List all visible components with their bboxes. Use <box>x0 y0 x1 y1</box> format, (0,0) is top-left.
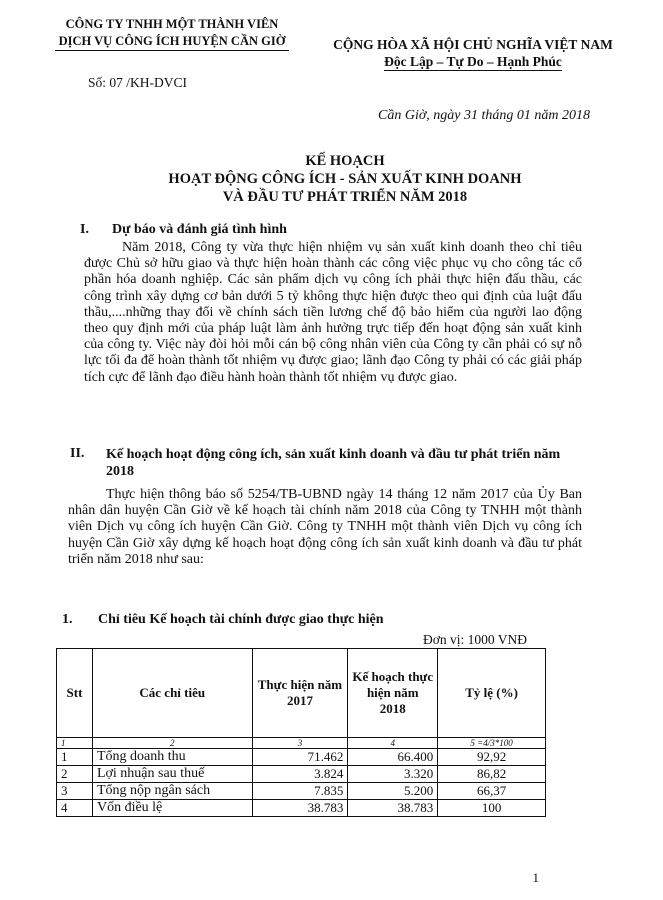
title-line3: VÀ ĐẦU TƯ PHÁT TRIỂN NĂM 2018 <box>222 189 468 205</box>
company-name-line2: DỊCH VỤ CÔNG ÍCH HUYỆN CẦN GIỜ <box>55 33 290 51</box>
row-actual: 38.783 <box>252 800 348 817</box>
row-stt: 3 <box>57 783 93 800</box>
national-motto: Độc Lập – Tự Do – Hạnh Phúc <box>384 54 562 69</box>
col-ratio: Tỷ lệ (%) <box>438 649 546 738</box>
subsection1-number: 1. <box>62 612 73 627</box>
title-line1: KẾ HOẠCH <box>305 153 385 169</box>
section2-heading: Kế hoạch hoạt động công ích, sản xuất kinh doanh và đầu tư phát triển năm 2018 <box>106 447 561 479</box>
title-line2: HOẠT ĐỘNG CÔNG ÍCH - SẢN XUẤT KINH DOANH <box>168 171 522 187</box>
page-number: 1 <box>532 870 539 885</box>
section1-body: Năm 2018, Công ty vừa thực hiện nhiệm vụ sản xuất kinh doanh theo chỉ tiêu được Chủ sở hữu giao và thực hiện hoàn thành các công việc phục vụ cho công tác cổ phần hóa doanh nghiệp. Các sản phẩm dịch vụ công ích phải thực hiện đấu thầu, các công trình xây dựng cơ bản dưới 5 tỷ không thực hiện được theo qui định của luật đấu thầu,....những thay đổi về chính sách tiền lương chế độ bảo hiểm của người lao động theo quy định mới của pháp luật làm ảnh hưởng trực tiếp đến hoạt động sản xuất kinh của công ty. Việc này đòi hỏi mỗi cán bộ công nhân viên của Công ty cần phải có sự nỗ lực tối đa để hoàn thành tốt nhiệm vụ được giao; lãnh đạo Công ty phải có các giải pháp tích cực để lãnh đạo điều hành hoàn thành tốt nhiệm vụ được giao. <box>84 240 582 385</box>
company-header <box>52 16 292 51</box>
col-actual-2017: Thực hiện năm 2017 <box>252 649 348 738</box>
national-header <box>308 36 638 71</box>
row-stt: 1 <box>57 749 93 766</box>
row-actual: 7.835 <box>252 783 348 800</box>
financial-table <box>56 648 546 817</box>
index-cell: 5 =4/3*100 <box>438 738 546 749</box>
index-cell: 3 <box>252 738 348 749</box>
table-row <box>57 800 546 817</box>
company-name-line1: CÔNG TY TNHH MỘT THÀNH VIÊN <box>65 17 279 31</box>
document-number: Số: 07 /KH-DVCI <box>88 75 188 90</box>
table-unit: Đơn vị: 1000 VNĐ <box>423 632 528 647</box>
subsection1-heading: Chỉ tiêu Kế hoạch tài chính được giao thực hiện <box>98 612 384 627</box>
row-ratio: 100 <box>438 800 546 817</box>
row-plan: 5.200 <box>348 783 438 800</box>
republic-title: CỘNG HÒA XÃ HỘI CHỦ NGHĨA VIỆT NAM <box>333 37 613 52</box>
row-indicator: Lợi nhuận sau thuế <box>92 766 252 783</box>
row-stt: 2 <box>57 766 93 783</box>
section1-heading: Dự báo và đánh giá tình hình <box>112 222 287 237</box>
row-ratio: 86,82 <box>438 766 546 783</box>
index-cell: 4 <box>348 738 438 749</box>
col-indicator: Các chỉ tiêu <box>92 649 252 738</box>
table-row <box>57 783 546 800</box>
row-actual: 71.462 <box>252 749 348 766</box>
document-date: Cần Giờ, ngày 31 tháng 01 năm 2018 <box>378 108 591 123</box>
row-stt: 4 <box>57 800 93 817</box>
index-cell: 2 <box>92 738 252 749</box>
row-plan: 3.320 <box>348 766 438 783</box>
row-plan: 66.400 <box>348 749 438 766</box>
section2-number: II. <box>70 446 85 461</box>
table-index-row <box>57 738 546 749</box>
col-stt: Stt <box>57 649 93 738</box>
row-indicator: Tổng doanh thu <box>92 749 252 766</box>
table-header-row <box>57 649 546 738</box>
section1-number: I. <box>80 222 89 237</box>
row-plan: 38.783 <box>348 800 438 817</box>
row-actual: 3.824 <box>252 766 348 783</box>
table-row <box>57 766 546 783</box>
row-indicator: Tổng nộp ngân sách <box>92 783 252 800</box>
row-ratio: 66,37 <box>438 783 546 800</box>
col-plan-2018: Kế hoạch thực hiện năm 2018 <box>348 649 438 738</box>
document-title <box>40 152 650 206</box>
index-cell: 1 <box>57 738 93 749</box>
table-row <box>57 749 546 766</box>
row-ratio: 92,92 <box>438 749 546 766</box>
section2-body: Thực hiện thông báo số 5254/TB-UBND ngày 14 tháng 12 năm 2017 của Ủy Ban nhân dân huyện Cần Giờ về kế hoạch tài chính năm 2018 của Công ty TNHH một thành viên Dịch vụ công ích huyện Cần Giờ. Công ty TNHH một thành viên Dịch vụ công ích huyện Cần Giờ xây dựng kế hoạch hoạt động công ích sản xuất kinh doanh và đầu tư phát triển năm 2018 như sau: <box>68 487 582 567</box>
row-indicator: Vốn điều lệ <box>92 800 252 817</box>
